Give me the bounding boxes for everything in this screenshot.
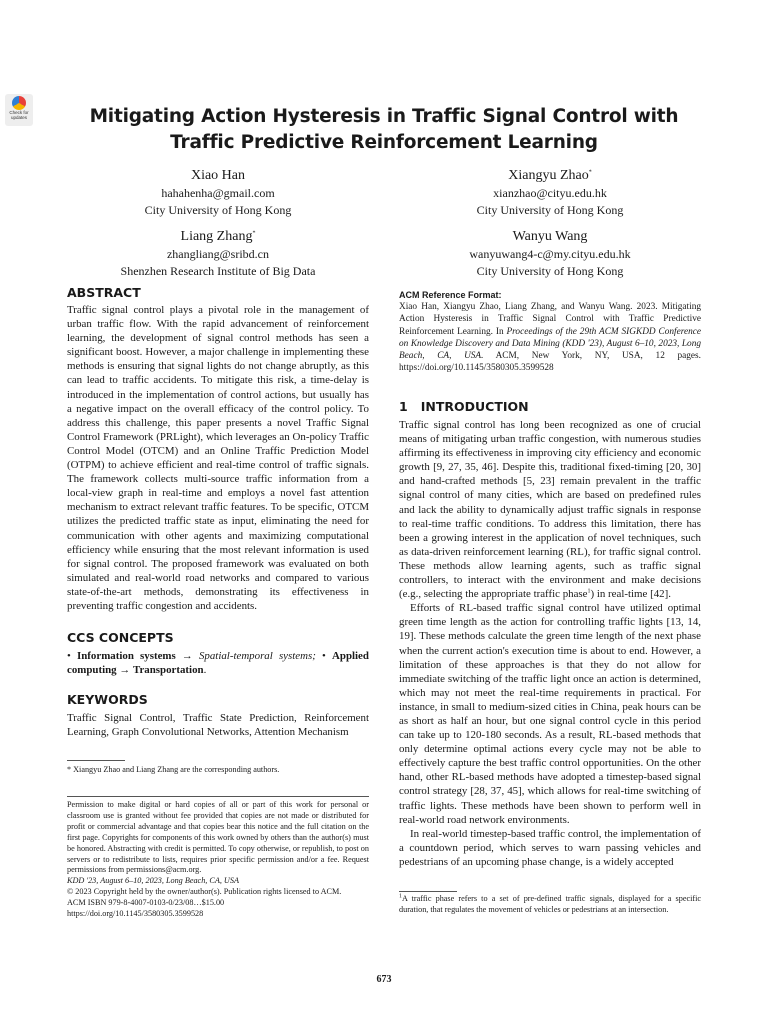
author-name: Wanyu Wang [512, 229, 588, 244]
footnote-rule-left [67, 760, 125, 761]
abstract-heading: ABSTRACT [67, 285, 141, 300]
page-number: 673 [376, 974, 392, 985]
badge-line-1: Check for [9, 110, 29, 115]
crossmark-icon [12, 96, 26, 110]
reference-format-text: Xiao Han, Xiangyu Zhao, Liang Zhang, and Wanyu Wang. 2023. Mitigating Action Hysteresis in Traffic Signal Control with Traffic Predictive Reinforcement Learning. In Proceedings of the 29th ACM SIGKDD Conference on Knowledge Discovery and Data Mining (KDD '23), August 6–10, 2023, Long Beach, CA, USA. ACM, New York, NY, USA, 12 pages. https://doi.org/10.1145/3580305.3599528 [399, 302, 701, 374]
introduction-body [399, 418, 701, 869]
corresponding-authors-note: * Xiangyu Zhao and Liang Zhang are the corresponding authors. [67, 765, 280, 774]
intro-paragraph-3: In real-world timestep-based traffic control, the implementation of a countdown period, which serves to warn passing vehicles and pedestrians of an upcoming phase change, is a widely accepted [399, 827, 701, 868]
reference-format-heading: ACM Reference Format: [399, 290, 502, 300]
author-affiliation: Shenzhen Research Institute of Big Data [120, 263, 316, 278]
author-email[interactable]: xianzhao@cityu.edu.hk [493, 186, 607, 200]
ccs-text: • Information systems → Spatial-temporal systems; • Applied computing → Transportation. [67, 650, 369, 677]
author-block-wanyu-wang [400, 227, 700, 279]
author-email[interactable]: zhangliang@sribd.cn [166, 247, 270, 261]
introduction-heading: 1 INTRODUCTION [399, 399, 529, 414]
permission-text: Permission to make digital or hard copies of all or part of this work for personal or classroom use is granted without fee provided that copies are not made or distributed for profit or commercial advantage and that copies bear this notice and the full citation on the first page. Copyrights for components of this work owned by others than the author(s) must be honored. Abstracting with credit is permitted. To copy otherwise, or republish, to post on servers or to redistribute to lists, requires prior specific permission and/or a fee. Request permissions from permissions@acm.org. [67, 800, 369, 875]
abstract-text: Traffic signal control plays a pivotal role in the management of urban traffic flow. With the rapid advancement of reinforcement learning, the development of signal control methods has seen a significant boost. However, a major challenge in implementing these methods is ensuring that signal lights do not change abruptly, as this can lead to traffic accidents. To mitigate this risk, a time-delay is introduced in the implementation of control actions, but usually has a negative impact on the overall efficacy of the control policy. To address this challenge, this paper presents a novel Traffic Signal Control Framework (PRLight), which leverages an On-policy Traffic Control Model (OTCM) and an Online Traffic Prediction Model (OTPM) to achieve efficient and real-time control of traffic signals. The framework collects multi-source traffic information from a local-view graph in real-time and employs a novel fast attention mechanism to extract relevant traffic features. To be specific, OTCM utilizes the predicted traffic state as input, eliminating the need for communication with other agents and maximizing computational efficiency while ensuring that the most relevant information is used for signal control. The proposed framework was evaluated on both simulated and real-world road networks and compared to various state-of-the-art methods, demonstrating its effectiveness in preventing traffic congestion and accidents. [67, 304, 369, 612]
footnote-rule-right [399, 891, 457, 892]
ccs-heading: CCS CONCEPTS [67, 630, 174, 645]
intro-paragraph-1: Traffic signal control has long been recognized as one of crucial means of mitigating urban traffic congestion, with numerous studies affirming its effectiveness in improving city efficiency and economic growth [9, 27, 35, 46]. Despite this, traditional fixed-timing [20, 30] and hand-crafted methods [5, 23] remain prevalent in the traffic signal control of many cities, which are based on predefined rules and lack the ability to dynamically adjust traffic signals in response to real-time traffic conditions. To address this limitation, there has been a growing interest in the application of novel techniques, such as data-driven reinforcement learning (RL), for traffic signal control. These methods allow learning agents, such as traffic signal controllers, to interact with the environment and make decisions (e.g., selecting the appropriate traffic phase$^1$) in real-time [42]. [399, 419, 701, 601]
keywords-section [67, 691, 369, 739]
venue-line: KDD '23, August 6–10, 2023, Long Beach, CA, USA [67, 876, 239, 886]
author-name: Liang Zhang* [180, 229, 256, 244]
title-line-1: Mitigating Action Hysteresis in Traffic Signal Control with [89, 106, 679, 127]
author-affiliation: City University of Hong Kong [476, 202, 624, 217]
permission-rule [67, 796, 369, 797]
author-email[interactable]: hahahenha@gmail.com [161, 186, 275, 200]
keywords-heading: KEYWORDS [67, 692, 148, 707]
permission-block [67, 800, 369, 920]
author-block-liang-zhang [68, 227, 368, 279]
badge-line-2: updates [10, 115, 27, 120]
footnote-traffic-phase: $^1$A traffic phase refers to a set of pre-defined traffic signals, displayed for a specific duration, that regulates the movement of vehicles or pedestrians at an intersection. [399, 893, 701, 914]
paper-title [60, 104, 708, 156]
author-name: Xiao Han [190, 168, 246, 183]
author-email[interactable]: wanyuwang4-c@my.cityu.edu.hk [469, 247, 631, 261]
doi-link[interactable]: https://doi.org/10.1145/3580305.3599528 [67, 909, 204, 919]
abstract-section [67, 284, 369, 613]
author-block-xiangyu-zhao [400, 166, 700, 218]
check-for-updates-badge[interactable] [5, 94, 33, 126]
copyright-line: © 2023 Copyright held by the owner/author(s). Publication rights licensed to ACM. [67, 887, 342, 897]
author-name: Xiangyu Zhao* [508, 168, 592, 183]
title-line-2: Traffic Predictive Reinforcement Learning [170, 132, 598, 153]
isbn-line: ACM ISBN 979-8-4007-0103-0/23/08…$15.00 [67, 898, 225, 908]
ccs-section [67, 629, 369, 677]
intro-paragraph-2: Efforts of RL-based traffic signal control have utilized optimal green time length as the action for controlling traffic lights [13, 14, 19]. These methods calculate the green time length of the next phase when the current action's execution time is about to end. However, a limitation of these approaches is that they do not allow for immediate switching of the traffic light once an action is determined, which may not meet the real-time requirements in practical. For instance, in small to medium-sized cities in China, peak hours can be as short as half an hour, but one signal control cycle in this period can take up to 120-180 seconds. As a result, RL-based methods that only determine optimal actions every cycle may not be able to effectively capture the best traffic control opportunities. On the other hand, other RL-based methods have adopted a timestep-based signal control strategy [28, 37, 45], which allows for real-time switching of traffic lights. These methods have been shown to perform well in real-world road network environments. [399, 602, 701, 826]
author-block-xiao-han [68, 166, 368, 218]
author-affiliation: City University of Hong Kong [476, 263, 624, 278]
author-affiliation: City University of Hong Kong [144, 202, 292, 217]
keywords-text: Traffic Signal Control, Traffic State Prediction, Reinforcement Learning, Graph Convolutional Networks, Attention Mechanism [67, 712, 369, 739]
acm-reference-format [399, 289, 701, 375]
